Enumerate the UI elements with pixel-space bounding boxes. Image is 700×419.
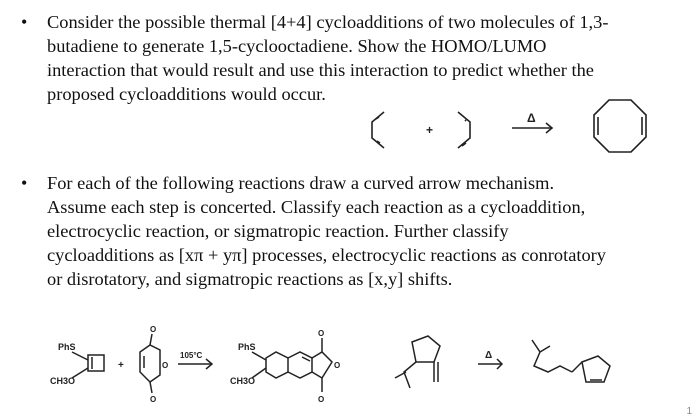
question-1: [21, 10, 687, 106]
ch3o-label: CH3O: [50, 376, 76, 386]
quinone-o-ring: O: [162, 361, 169, 370]
cyclooctadiene: [594, 100, 646, 152]
temperature-label: 105°C: [180, 351, 203, 360]
plus-sign-1: +: [426, 123, 434, 137]
product-phs-label: PhS: [238, 342, 256, 352]
question-2-line-1: For each of the following reactions draw a curved arrow mechanism.: [47, 173, 555, 193]
cyclobutene-ring: [88, 355, 104, 371]
question-2-line-3: electrocyclic reaction, or sigmatropic reaction. Further classify: [47, 221, 509, 241]
heat-label-3: Δ: [485, 350, 493, 361]
dienophile-reactant: [140, 345, 160, 382]
product-o-top: O: [318, 329, 325, 338]
bullet-dot: •: [21, 173, 28, 193]
butadiene-right: [458, 112, 470, 148]
butadiene-left: [372, 112, 384, 148]
product-o-bottom: O: [318, 395, 325, 404]
product-ring-b: [288, 352, 312, 378]
question-2-line-5: or disrotatory, and sigmatropic reactions as [x,y] shifts.: [47, 269, 453, 289]
question-1-line-1: Consider the possible thermal [4+4] cycloadditions of two molecules of 1,3-: [47, 12, 609, 32]
heat-label-1: Δ: [527, 111, 536, 125]
question-2: [21, 171, 687, 291]
bullet-dot: •: [21, 12, 28, 32]
phs-label: PhS: [58, 342, 76, 352]
quinone-o-bottom: O: [150, 395, 157, 404]
product-o-ring: O: [334, 361, 341, 370]
question-1-line-4: proposed cycloadditions would occur.: [47, 84, 326, 104]
cyclopentyl-reactant: [412, 336, 440, 362]
diene-product: [532, 340, 572, 372]
quinone-o-top: O: [150, 325, 157, 334]
product-ring-a: [266, 352, 288, 378]
cyclopentene-product: [582, 356, 610, 382]
product-ch3o-label: CH3O: [230, 376, 256, 386]
question-1-line-2: butadiene to generate 1,5-cyclooctadiene. Show the HOMO/LUMO: [47, 36, 547, 56]
page-number: 1: [686, 406, 692, 417]
plus-sign-2: +: [118, 360, 124, 371]
question-2-line-4: cycloadditions as [xπ + yπ] processes, electrocyclic reactions as conrotatory: [47, 245, 607, 265]
question-2-line-2: Assume each step is concerted. Classify each reaction as a cycloaddition,: [47, 197, 586, 217]
question-1-line-3: interaction that would result and use this interaction to predict whether the: [47, 60, 594, 80]
